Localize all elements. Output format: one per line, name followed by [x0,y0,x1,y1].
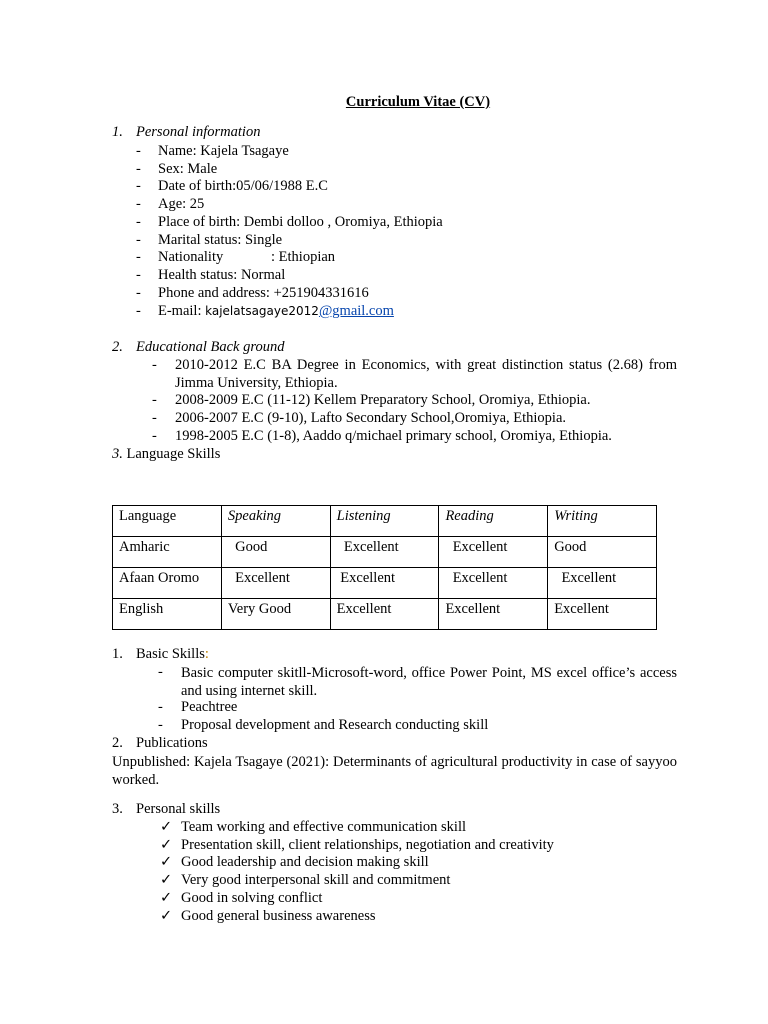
table-cell: Amharic [113,537,222,568]
table-header-cell: Speaking [221,506,330,537]
personal-item: Phone and address: +251904331616 [158,285,369,301]
personal-item: Sex: Male [158,161,218,177]
publication-text: Unpublished: Kajela Tsagaye (2021): Determinants of agricultural productivity in case of sayyoo worked. [112,754,677,788]
bullet-dash: - [136,196,141,212]
check-icon: ✓ [160,837,173,853]
section-heading-text: Basic Skills [136,646,205,662]
table-header-cell: Writing [548,506,657,537]
section-heading-basic [136,646,209,663]
section-heading-personal-skills: Personal skills [136,801,221,817]
education-item: 2008-2009 E.C (11-12) Kellem Preparatory School, Oromiya, Ethiopia. [175,392,591,408]
bullet-dash: - [158,699,163,715]
section-heading-text: Language Skills [122,446,221,462]
check-icon: ✓ [160,872,173,888]
table-cell: Excellent [330,537,439,568]
check-icon: ✓ [160,819,173,835]
table-cell: Excellent [330,599,439,630]
personal-skill-item: Presentation skill, client relationships, negotiation and creativity [181,837,554,853]
email-link[interactable]: @gmail.com [318,303,394,319]
education-item: 2010-2012 E.C BA Degree in Economics, with great distinction status (2.68) from [175,357,677,373]
section-heading-personal: Personal information [136,124,261,140]
table-cell: English [113,599,222,630]
table-cell: Excellent [221,568,330,599]
bullet-dash: - [136,161,141,177]
bullet-dash: - [136,267,141,283]
table-cell: Good [548,537,657,568]
table-cell: Excellent [439,568,548,599]
personal-skill-item: Good general business awareness [181,908,376,924]
bullet-dash: - [136,178,141,194]
bullet-dash: - [136,285,141,301]
bullet-dash: - [152,410,157,426]
table-cell: Excellent [439,537,548,568]
section-heading-education: Educational Back ground [136,339,285,355]
basic-skill-item: Peachtree [181,699,238,715]
bullet-dash: - [158,717,163,733]
personal-item: Place of birth: Dembi dolloo , Oromiya, Ethiopia [158,214,443,230]
bullet-dash: - [136,249,141,265]
table-cell: Excellent [439,599,548,630]
table-cell: Afaan Oromo [113,568,222,599]
table-cell: Very Good [221,599,330,630]
heading-colon: : [204,646,209,662]
bullet-dash: - [152,357,157,373]
check-icon: ✓ [160,890,173,906]
personal-item: Marital status: Single [158,232,283,248]
table-header-row [113,506,657,537]
table-row [113,537,657,568]
section-number: 3. [112,801,123,817]
education-item: 2006-2007 E.C (9-10), Lafto Secondary School,Oromiya, Ethiopia. [175,410,567,426]
email-line [158,303,394,320]
personal-skill-item: Good in solving conflict [181,890,323,906]
bullet-dash: - [152,392,157,408]
section-number: 1. [112,646,123,662]
table-cell: Excellent [548,599,657,630]
table-row [113,599,657,630]
check-icon: ✓ [160,908,173,924]
table-header-cell: Language [113,506,222,537]
education-item: 1998-2005 E.C (1-8), Aaddo q/michael primary school, Oromiya, Ethiopia. [175,428,612,444]
table-cell: Excellent [548,568,657,599]
section-number: 2. [112,735,123,751]
email-label: E-mail: [158,303,206,319]
section-heading-publications: Publications [136,735,208,751]
table-row [113,568,657,599]
basic-skill-item: Proposal development and Research conducting skill [181,717,489,733]
section-number: 2. [112,339,123,355]
bullet-dash: - [136,214,141,230]
section-number: 1. [112,124,123,140]
table-header-cell: Reading [439,506,548,537]
education-item-cont: Jimma University, Ethiopia. [175,375,338,391]
bullet-dash: - [158,664,163,680]
personal-skill-item: Good leadership and decision making skill [181,854,429,870]
email-user: kajelatsagaye2012 [205,304,319,318]
nationality-value: : Ethiopian [271,249,336,265]
personal-skill-item: Very good interpersonal skill and commitment [181,872,451,888]
personal-item: Name: Kajela Tsagaye [158,143,289,159]
basic-skill-item: Basic computer skitll-Microsoft-word, office Power Point, MS excel office’s access and using internet skill. [181,665,677,699]
check-icon: ✓ [160,854,173,870]
table-cell: Excellent [330,568,439,599]
personal-item: Health status: Normal [158,267,286,283]
language-skills-table [112,505,657,630]
bullet-dash: - [136,143,141,159]
document-title: Curriculum Vitae (CV) [345,94,491,110]
bullet-dash: - [152,428,157,444]
table-header-cell: Listening [330,506,439,537]
personal-item: Nationality [158,249,224,265]
personal-item: Date of birth:05/06/1988 E.C [158,178,328,194]
bullet-dash: - [136,303,141,319]
bullet-dash: - [136,232,141,248]
table-cell: Good [221,537,330,568]
section-number: 3. [112,446,123,462]
personal-item: Age: 25 [158,196,205,212]
personal-skill-item: Team working and effective communication skill [181,819,467,835]
section-heading-language [112,446,220,463]
